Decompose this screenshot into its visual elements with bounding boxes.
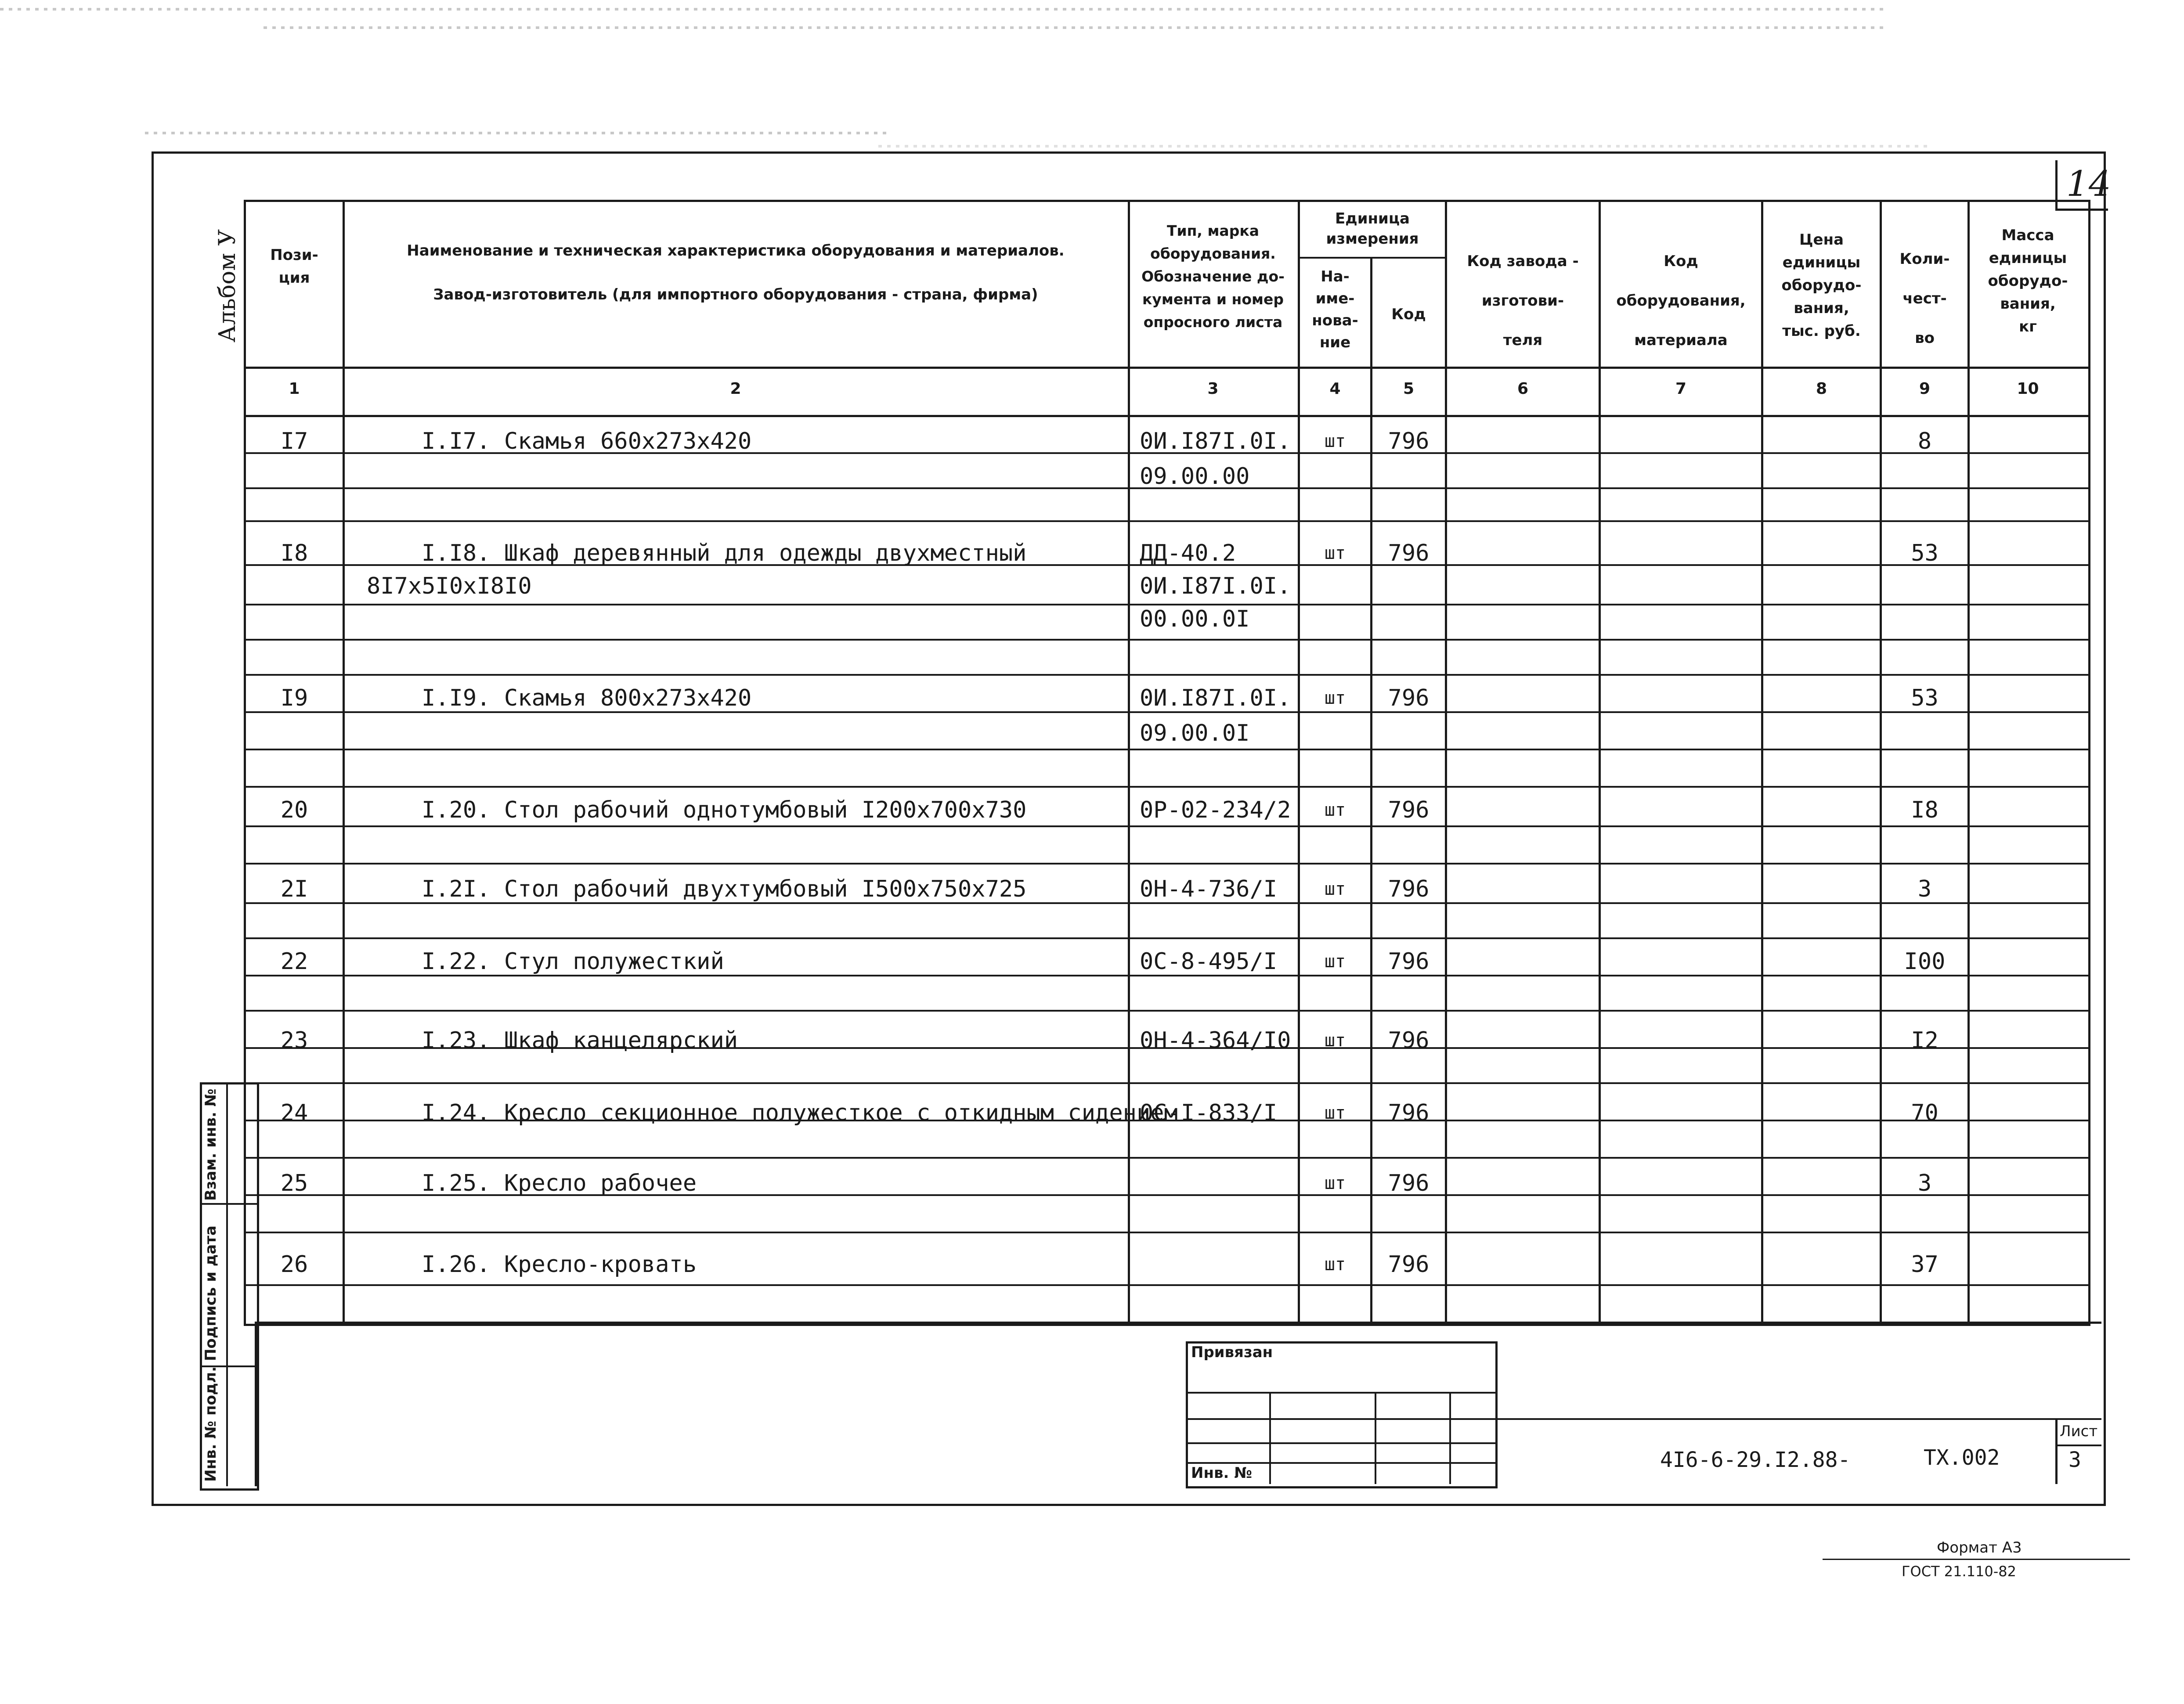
privyazan-label: Привязан — [1191, 1344, 1273, 1361]
doc-designation: 4I6-6-29.I2.88- — [1660, 1448, 1851, 1472]
header-col4: На- име- нова- ние — [1312, 268, 1358, 351]
col-number: 6 — [1517, 380, 1529, 398]
row-line — [244, 1232, 2088, 1233]
cell-unit: шт — [1324, 1030, 1346, 1051]
row-line — [244, 825, 2088, 827]
stamp-line — [1449, 1392, 1451, 1484]
stamp-line — [1493, 1418, 2101, 1420]
col-number: 2 — [730, 380, 741, 398]
cell-unit: шт — [1324, 1103, 1346, 1123]
header-col6: Код завода - изготови- теля — [1467, 252, 1579, 349]
cell-quantity: 53 — [1911, 540, 1939, 566]
stamp-line — [1375, 1392, 1376, 1484]
cell-unit-code: 796 — [1388, 948, 1430, 975]
cell-type: 0С-I-833/I — [1140, 1100, 1278, 1126]
cell-unit-code: 796 — [1388, 685, 1430, 711]
stamp-line — [2055, 1445, 2101, 1446]
cell-unit-code: 796 — [1388, 428, 1430, 454]
cell-position: 20 — [280, 797, 308, 823]
cell-quantity: 3 — [1917, 1170, 1932, 1196]
cell-position: 26 — [280, 1251, 308, 1278]
side-stamp-line — [200, 1203, 257, 1205]
cell-position: I7 — [280, 428, 308, 454]
col-number: 7 — [1675, 380, 1687, 398]
col-number: 3 — [1207, 380, 1219, 398]
col-number: 4 — [1329, 380, 1341, 398]
header-col2-line2: Завод-изготовитель (для импортного оборудования - страна, фирма) — [433, 286, 1038, 303]
row-line — [244, 674, 2088, 676]
col-number: 10 — [2017, 380, 2039, 398]
cell-position: 23 — [280, 1027, 308, 1054]
scan-noise-top — [0, 8, 1888, 11]
cell-type: 0Н-4-364/I0 — [1140, 1027, 1291, 1054]
cell-unit: шт — [1324, 879, 1346, 899]
row-line — [244, 786, 2088, 788]
cell-type: 0И.I87I.0I. — [1140, 685, 1291, 711]
cell-name: I.2I. Стол рабочий двухтумбовый I500х750х725 — [422, 876, 1027, 902]
header-unit-group: Единица измерения — [1326, 210, 1419, 248]
cell-name: I.26. Кресло-кровать — [422, 1251, 697, 1278]
row-line — [244, 1157, 2088, 1159]
cell-position: 22 — [280, 948, 308, 975]
row-line — [244, 749, 2088, 750]
header-col2-line1: Наименование и техническая характеристика оборудования и материалов. — [407, 242, 1065, 259]
row-line — [244, 975, 2088, 976]
list-number: 3 — [2068, 1448, 2081, 1472]
cell-quantity: I00 — [1904, 948, 1946, 975]
cell-quantity: 3 — [1917, 876, 1932, 902]
cell-unit: шт — [1324, 951, 1346, 972]
cell-quantity: 8 — [1917, 428, 1932, 454]
cell-name: I.23. Шкаф канцелярский — [422, 1027, 738, 1054]
scan-noise-top — [145, 132, 892, 134]
cell-position: 25 — [280, 1170, 308, 1196]
scan-noise-top — [264, 26, 1888, 29]
row-line — [244, 1082, 2088, 1084]
row-line — [244, 711, 2088, 713]
cell-unit: шт — [1324, 800, 1346, 820]
cell-name: I.24. Кресло секционное полужесткое с откидным сидением — [422, 1100, 1178, 1126]
cell-unit: шт — [1324, 1173, 1346, 1193]
cell-quantity: I8 — [1911, 797, 1939, 823]
header-col9: Коли- чест- во — [1899, 250, 1950, 347]
row-line — [244, 863, 2088, 865]
cell-type: ДД-40.2 — [1140, 540, 1236, 566]
album-label: Альбом У — [214, 229, 241, 342]
cell-type: 0И.I87I.0I. — [1140, 428, 1291, 454]
cell-position: I8 — [280, 540, 308, 566]
cell-unit-code: 796 — [1388, 797, 1430, 823]
cell-type: 09.00.0I — [1140, 720, 1250, 746]
cell-position: 2I — [280, 876, 308, 902]
col-number: 1 — [289, 380, 300, 398]
cell-type: 0Н-4-736/I — [1140, 876, 1278, 902]
cell-type: 09.00.00 — [1140, 463, 1250, 490]
cell-unit-code: 796 — [1388, 1100, 1430, 1126]
row-line — [244, 902, 2088, 904]
cell-position: 24 — [280, 1100, 308, 1126]
header-col1: Пози- ция — [270, 246, 318, 287]
format-label: Формат А3 — [1937, 1539, 2022, 1556]
cell-name: I.22. Стул полужесткий — [422, 948, 724, 975]
header-col7: Код оборудования, материала — [1616, 252, 1746, 349]
header-col5: Код — [1391, 306, 1426, 323]
cell-unit: шт — [1324, 1254, 1346, 1275]
cell-name: I.I9. Скамья 800х273х420 — [422, 685, 752, 711]
side-stamp-line — [226, 1082, 228, 1486]
colnum-bottom-line — [244, 415, 2088, 417]
stamp-line — [1269, 1392, 1271, 1484]
cell-name: I.I8. Шкаф деревянный для одежды двухместный — [422, 540, 1027, 566]
corner-sheet-number: 14 — [2066, 163, 2111, 204]
scan-noise-top — [878, 145, 1932, 148]
cell-type: 00.00.0I — [1140, 606, 1250, 632]
cell-unit: шт — [1324, 543, 1346, 563]
cell-quantity: I2 — [1911, 1027, 1939, 1054]
cell-unit-code: 796 — [1388, 876, 1430, 902]
header-col8: Цена единицы оборудо- вания, тыс. руб. — [1781, 231, 1862, 340]
col-number: 5 — [1403, 380, 1415, 398]
cell-unit-code: 796 — [1388, 1027, 1430, 1054]
footer-line — [1823, 1559, 2130, 1560]
cell-name: I.20. Стол рабочий однотумбовый I200х700х730 — [422, 797, 1027, 823]
cell-position: I9 — [280, 685, 308, 711]
row-line — [244, 520, 2088, 522]
cell-name: I.25. Кресло рабочее — [422, 1170, 697, 1196]
col-number: 9 — [1919, 380, 1931, 398]
cell-type: 0И.I87I.0I. — [1140, 573, 1291, 599]
row-line — [244, 937, 2088, 939]
cell-unit-code: 796 — [1388, 1170, 1430, 1196]
cell-unit: шт — [1324, 431, 1346, 451]
gost-label: ГОСТ 21.110-82 — [1902, 1563, 2016, 1580]
side-podpis-label: Подпись и дата — [202, 1225, 220, 1361]
header-bottom-line — [244, 367, 2088, 369]
cell-quantity: 53 — [1911, 685, 1939, 711]
row-line — [244, 604, 2088, 605]
header-col10: Масса единицы оборудо- вания, кг — [1988, 227, 2068, 335]
row-line — [244, 639, 2088, 641]
cell-name: 8I7х5I0хI8I0 — [367, 573, 532, 599]
cell-name: I.I7. Скамья 660х273х420 — [422, 428, 752, 454]
cell-unit: шт — [1324, 688, 1346, 708]
cell-quantity: 37 — [1911, 1251, 1939, 1278]
row-line — [244, 1010, 2088, 1012]
side-vzam-label: Взам. инв. № — [202, 1088, 220, 1201]
unit-group-line — [1298, 257, 1445, 259]
list-label: Лист — [2060, 1423, 2098, 1440]
cell-quantity: 70 — [1911, 1100, 1939, 1126]
row-line — [244, 1284, 2088, 1286]
cell-type: 0Р-02-234/2 — [1140, 797, 1291, 823]
cell-type: 0С-8-495/I — [1140, 948, 1278, 975]
header-col3: Тип, марка оборудования. Обозначение до- кумента и номер опросного листа — [1141, 222, 1285, 331]
col-number: 8 — [1816, 380, 1827, 398]
side-inv-podl-label: Инв. № подл. — [202, 1366, 220, 1482]
cell-unit-code: 796 — [1388, 1251, 1430, 1278]
inv-no-label: Инв. № — [1191, 1464, 1253, 1482]
cell-unit-code: 796 — [1388, 540, 1430, 566]
doc-code: ТХ.002 — [1924, 1445, 2000, 1470]
